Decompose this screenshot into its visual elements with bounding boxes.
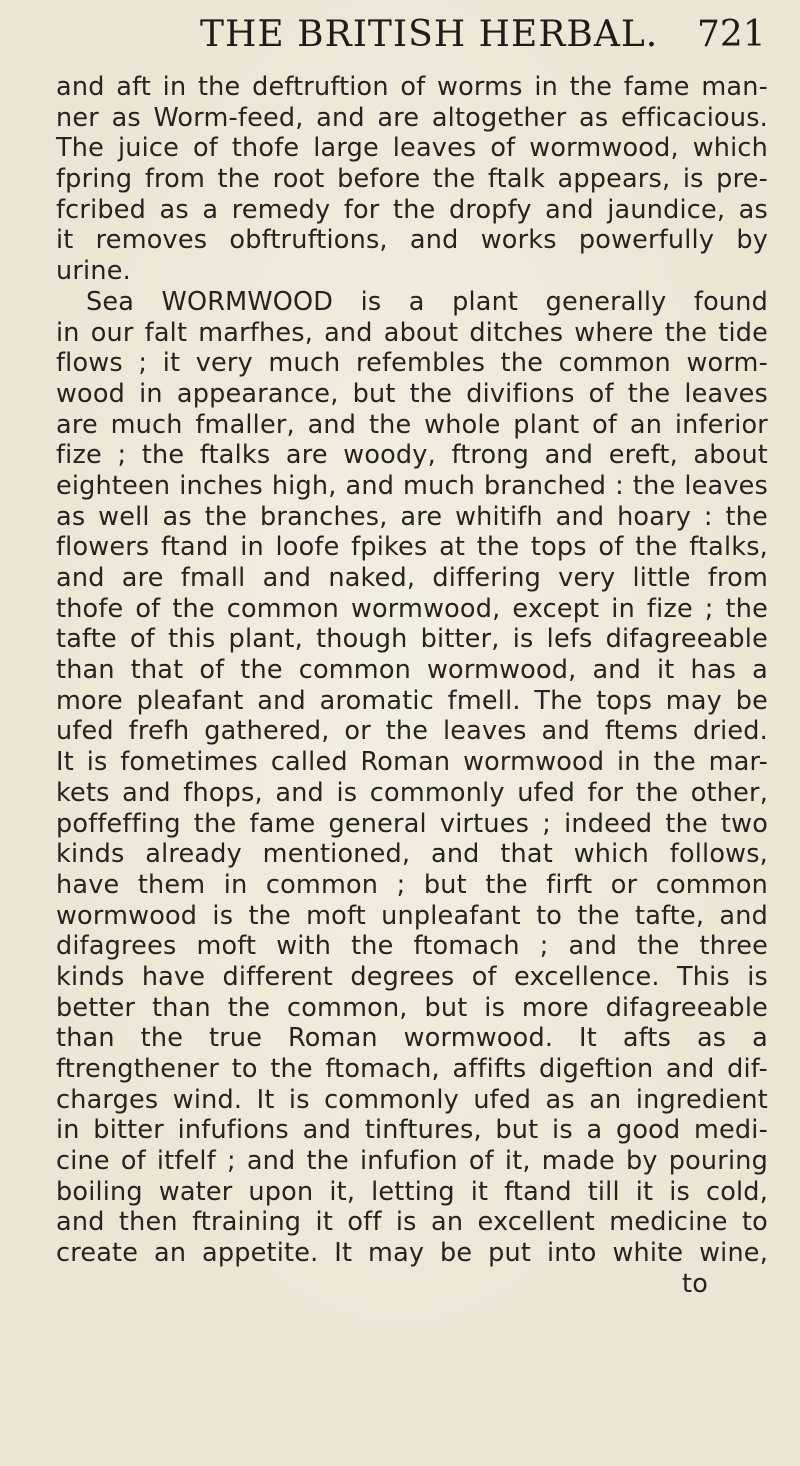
text-line: and aft in the deftruftion of worms in the fame man- [56, 72, 768, 102]
text-line: The juice of thofe large leaves of wormwood, which [56, 133, 768, 164]
body-text [56, 72, 768, 1300]
page-header [0, 14, 800, 54]
text-line: than the true Roman wormwood. It afts as a [56, 1023, 768, 1054]
text-line: kinds already mentioned, and that which follows, [56, 839, 768, 870]
text-line: and are fmall and naked, differing very little from [56, 563, 768, 593]
text-line: It is fometimes called Roman wormwood in the mar- [56, 747, 768, 778]
text-line: fcribed as a remedy for the dropfy and jaundice, as [56, 194, 768, 225]
text-line: create an appetite. It may be put into white wine, [56, 1238, 768, 1269]
text-line: charges wind. It is commonly ufed as an ingredient [56, 1084, 768, 1115]
text-line: tafte of this plant, though bitter, is lefs difagreeable [56, 624, 768, 655]
text-line: ner as Worm-feed, and are altogether as efficacious. [56, 102, 768, 133]
text-line: ufed frefh gathered, or the leaves and ftems dried. [56, 716, 768, 747]
text-line: difagrees moft with the ftomach ; and the three [56, 931, 768, 962]
text-line: Sea WORMWOOD is a plant generally found [86, 286, 768, 317]
text-line: it removes obftruftions, and works powerfully by [56, 225, 768, 256]
text-line: poffeffing the fame general virtues ; indeed the two [56, 808, 768, 839]
text-line: better than the common, but is more difagreeable [56, 992, 768, 1023]
text-line: as well as the branches, are whitifh and hoary : the [56, 501, 768, 532]
text-line: fize ; the ftalks are woody, ftrong and ereft, about [56, 440, 768, 471]
text-line: in our falt marfhes, and about ditches where the tide [56, 317, 768, 348]
text-line: kinds have different degrees of excellence. This is [56, 961, 768, 992]
text-line: fpring from the root before the ftalk appears, is pre- [56, 164, 768, 195]
text-line: wormwood is the moft unpleafant to the tafte, and [56, 900, 768, 931]
text-line: eighteen inches high, and much branched : the leaves [56, 470, 768, 501]
text-line: wood in appearance, but the divifions of the leaves [56, 378, 768, 409]
text-line: ftrengthener to the ftomach, affifts digeftion and dif- [56, 1054, 768, 1084]
text-line: urine. [56, 256, 131, 287]
text-line: flows ; it very much refembles the common worm- [56, 348, 768, 379]
text-line: kets and fhops, and is commonly ufed for the other, [56, 777, 768, 808]
text-line: more pleafant and aromatic fmell. The tops may be [56, 685, 768, 716]
text-line: flowers ftand in loofe fpikes at the tops of the ftalks, [56, 532, 768, 563]
page-number: 721 [697, 14, 766, 55]
running-title: THE BRITISH HERBAL. [200, 14, 659, 55]
text-line: in bitter infufions and tinftures, but is a good medi- [56, 1115, 768, 1146]
text-line: and then ftraining it off is an excellent medicine to [56, 1207, 768, 1238]
text-line: have them in common ; but the firft or common [56, 869, 768, 900]
text-line: than that of the common wormwood, and it has a [56, 655, 768, 686]
text-line: thofe of the common wormwood, except in fize ; the [56, 593, 768, 624]
text-line: are much fmaller, and the whole plant of an inferior [56, 409, 768, 440]
text-line: boiling water upon it, letting it ftand till it is cold, [56, 1176, 768, 1207]
catchword: to [682, 1268, 708, 1299]
text-line: cine of itfelf ; and the infufion of it, made by pouring [56, 1146, 768, 1177]
